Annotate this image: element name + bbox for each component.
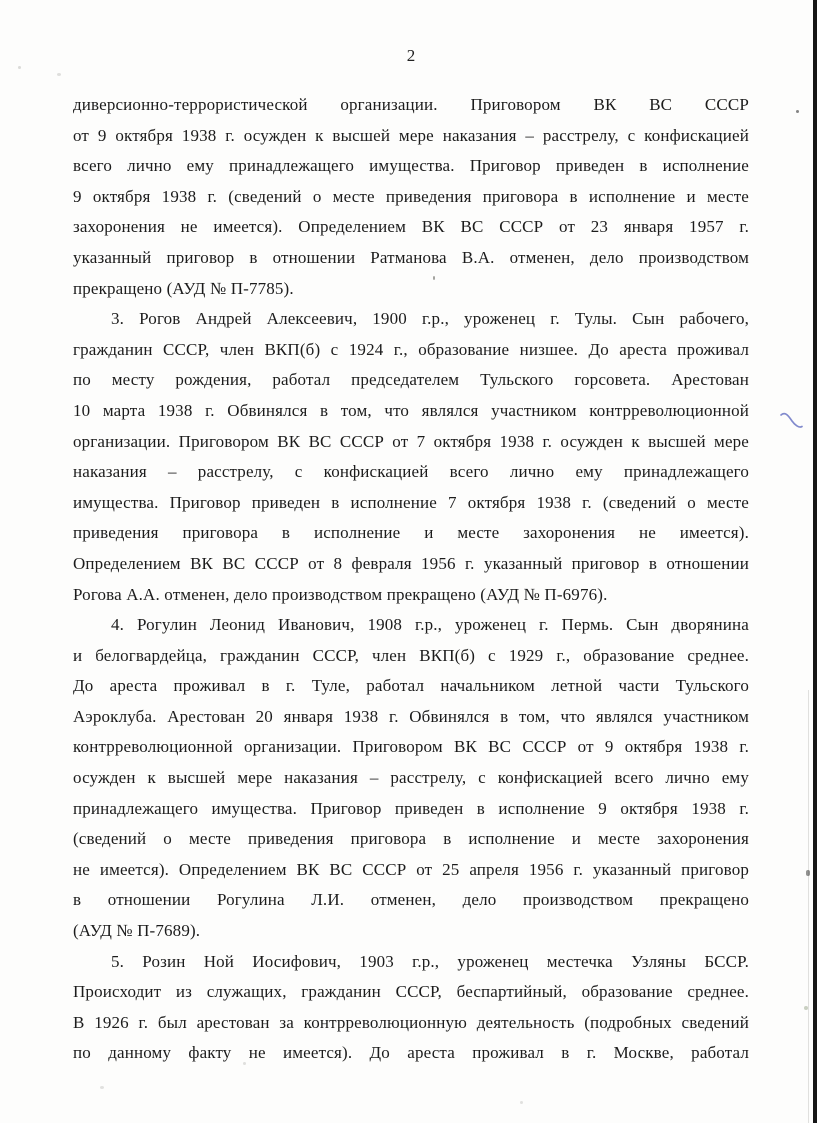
text-line: всего лично ему принадлежащего имущества. Приговор приведен в исполнение xyxy=(73,156,749,176)
text-line: Рогова А.А. отменен, дело производством прекращено (АУД № П-6976). xyxy=(73,584,608,604)
text-line: 9 октября 1938 г. (сведений о месте приведения приговора в исполнение и месте xyxy=(73,186,749,206)
scan-speck xyxy=(796,110,799,113)
text-line: и белогвардейца, гражданин СССР, член ВКП(б) с 1929 г., образование среднее. xyxy=(73,645,749,665)
text-line: по месту рождения, работал председателем Тульского горсовета. Арестован xyxy=(73,370,749,390)
text-line: (сведений о месте приведения приговора в исполнение и месте захоронения xyxy=(73,829,749,849)
text-line: 5. Розин Ной Иосифович, 1903 г.р., уроженец местечка Узляны БССР. xyxy=(111,951,749,971)
text-line: захоронения не имеется). Определением ВК ВС СССР от 23 января 1957 г. xyxy=(73,217,749,237)
text-line: по данному факту не имеется). До ареста проживал в г. Москве, работал xyxy=(73,1043,749,1063)
text-line: гражданин СССР, член ВКП(б) с 1924 г., образование низшее. До ареста проживал xyxy=(73,339,749,359)
text-line: в отношении Рогулина Л.И. отменен, дело производством прекращено xyxy=(73,890,749,910)
text-line: До ареста проживал в г. Туле, работал начальником летной части Тульского xyxy=(73,676,749,696)
text-line: В 1926 г. был арестован за контрреволюционную деятельность (подробных сведений xyxy=(73,1012,749,1032)
pen-mark-icon xyxy=(779,410,805,434)
text-line: имущества. Приговор приведен в исполнение 7 октября 1938 г. (сведений о месте xyxy=(73,492,749,512)
scan-speck xyxy=(520,1101,523,1104)
text-line: 4. Рогулин Леонид Иванович, 1908 г.р., уроженец г. Пермь. Сын дворянина xyxy=(111,615,749,635)
scan-speck xyxy=(100,1086,104,1089)
text-line: 3. Рогов Андрей Алексеевич, 1900 г.р., уроженец г. Тулы. Сын рабочего, xyxy=(111,309,749,329)
text-line: контрреволюционной организации. Приговором ВК ВС СССР от 9 октября 1938 г. xyxy=(73,737,749,757)
text-line: не имеется). Определением ВК ВС СССР от 25 апреля 1956 г. указанный приговор xyxy=(73,859,749,879)
page-number: 2 xyxy=(406,46,416,65)
paragraph-item5-rozin xyxy=(73,947,749,1069)
text-line: приведения приговора в исполнение и месте захоронения не имеется). xyxy=(73,523,749,543)
scan-edge-line xyxy=(813,0,817,1123)
text-line: принадлежащего имущества. Приговор приведен в исполнение 9 октября 1938 г. xyxy=(73,798,749,818)
scan-speck xyxy=(804,1006,808,1010)
scan-shadow-line xyxy=(808,690,809,1123)
scan-speck xyxy=(806,870,810,876)
text-line: наказания – расстрелу, с конфискацией всего лично ему принадлежащего xyxy=(73,462,749,482)
text-line: указанный приговор в отношении Ратманова В.А. отменен, дело производством xyxy=(73,247,749,267)
text-line: диверсионно-террористической организации. Приговором ВК ВС СССР xyxy=(73,95,749,114)
text-line: от 9 октября 1938 г. осужден к высшей мере наказания – расстрелу, с конфискацией xyxy=(73,125,749,145)
text-line: 10 марта 1938 г. Обвинялся в том, что являлся участником контрреволюционной xyxy=(73,400,749,420)
document-body xyxy=(73,90,749,1069)
paragraph-item3-rogov xyxy=(73,304,749,610)
text-line: организации. Приговором ВК ВС СССР от 7 октября 1938 г. осужден к высшей мере xyxy=(73,431,749,451)
scan-speck xyxy=(243,1062,246,1065)
paragraph-item2-continuation xyxy=(73,90,749,304)
text-line: (АУД № П-7689). xyxy=(73,921,201,941)
text-line: Определением ВК ВС СССР от 8 февраля 1956 г. указанный приговор в отношении xyxy=(73,553,749,573)
scan-speck xyxy=(433,276,435,280)
text-line: прекращено (АУД № П-7785). xyxy=(73,278,294,298)
paragraph-item4-rogulin xyxy=(73,610,749,947)
scan-speck xyxy=(18,66,21,69)
text-line: Аэроклуба. Арестован 20 января 1938 г. Обвинялся в том, что являлся участником xyxy=(73,706,749,726)
text-line: осужден к высшей мере наказания – расстрелу, с конфискацией всего лично ему xyxy=(73,768,749,788)
scan-speck xyxy=(57,73,61,76)
text-line: Происходит из служащих, гражданин СССР, беспартийный, образование среднее. xyxy=(73,982,749,1002)
